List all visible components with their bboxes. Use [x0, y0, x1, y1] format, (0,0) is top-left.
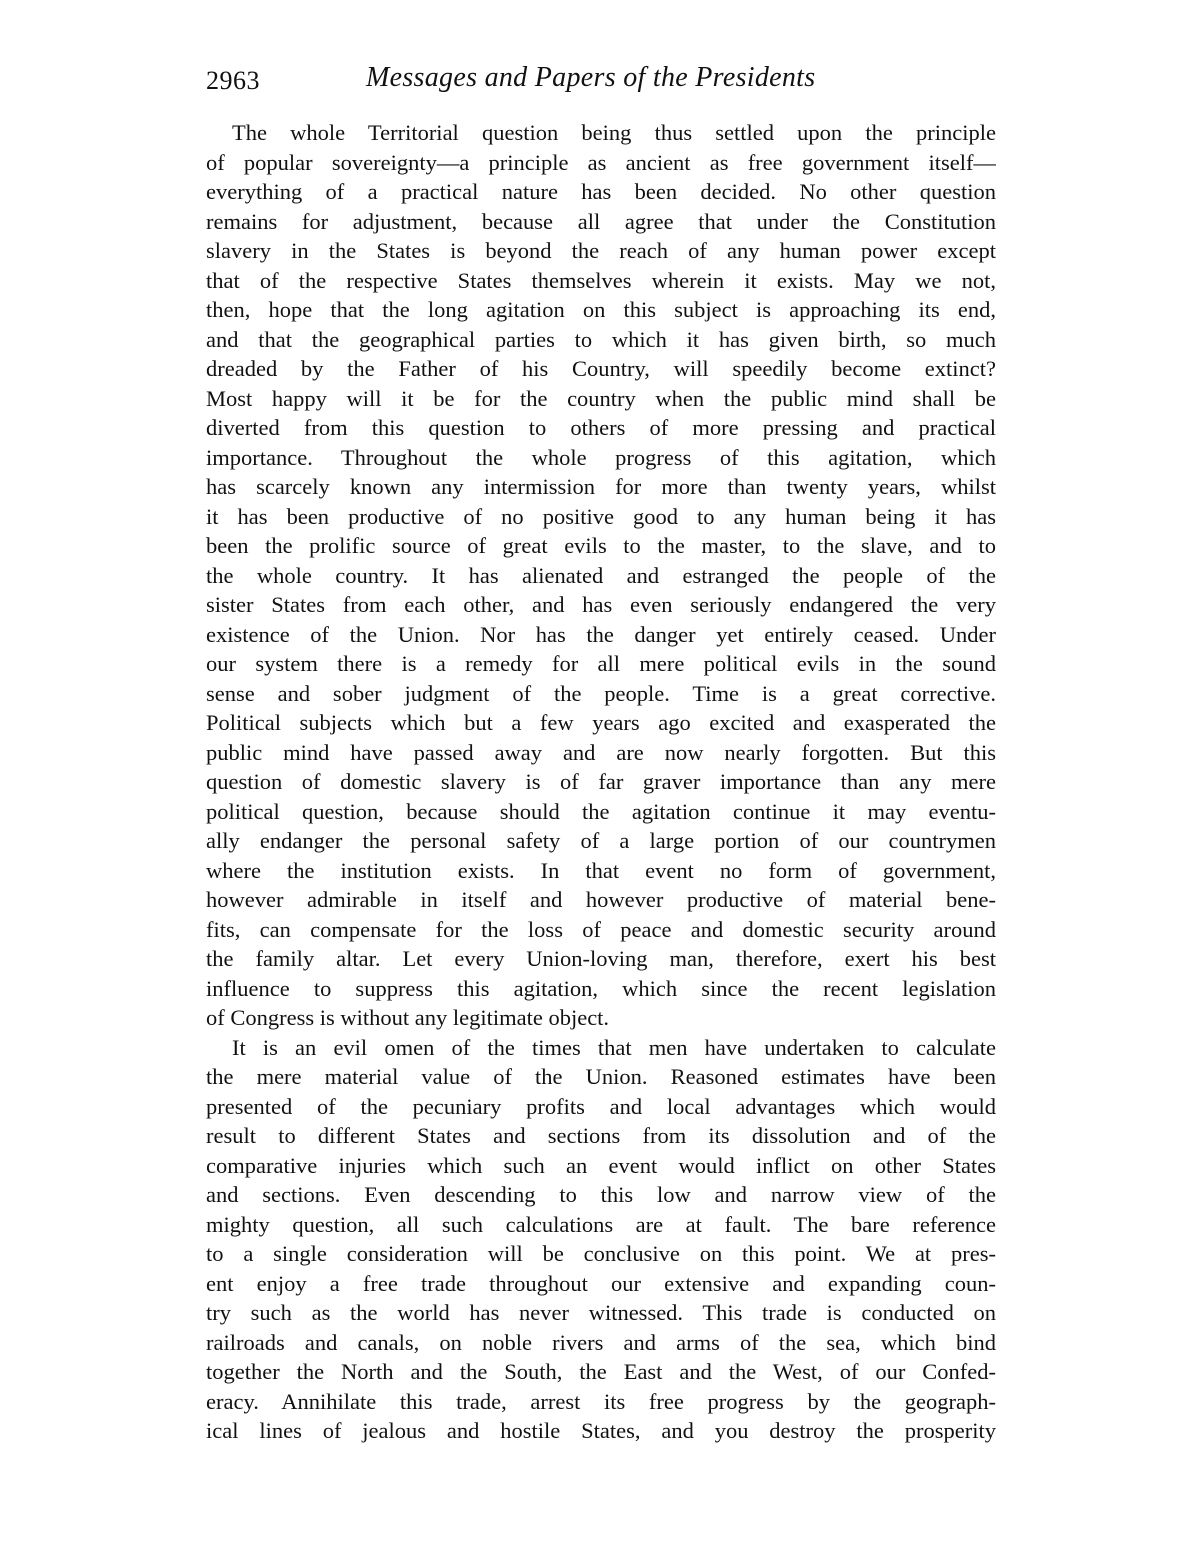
text-line: It is an evil omen of the times that men have undertaken to calculate: [232, 1034, 996, 1060]
text-line: has scarcely known any intermission for more than twenty years, whilst: [206, 474, 996, 499]
page-header: [206, 62, 996, 106]
text-line: the mere material value of the Union. Reasoned estimates have been: [206, 1064, 996, 1089]
paragraph: [206, 1033, 996, 1446]
text-line: political question, because should the agitation continue it may eventu-: [206, 798, 996, 824]
text-line: sense and sober judgment of the people. Time is a great corrective.: [206, 680, 996, 706]
text-line: together the North and the South, the East and the West, of our Confed-: [206, 1359, 996, 1384]
text-line: it has been productive of no positive good to any human being it has: [206, 503, 996, 529]
text-line: remains for adjustment, because all agree that under the Constitution: [206, 208, 996, 234]
body-text: [206, 118, 996, 1446]
text-line: however admirable in itself and however productive of material bene-: [206, 887, 996, 912]
paragraph: [206, 118, 996, 1033]
text-line: fits, can compensate for the loss of peace and domestic security around: [206, 916, 996, 942]
text-line: public mind have passed away and are now nearly forgotten. But this: [206, 739, 996, 765]
text-line: question of domestic slavery is of far graver importance than any mere: [206, 769, 996, 794]
text-line: then, hope that the long agitation on this subject is approaching its end,: [206, 297, 996, 322]
text-line: that of the respective States themselves wherein it exists. May we not,: [206, 267, 996, 293]
text-line: sister States from each other, and has even seriously endangered the very: [206, 592, 996, 617]
text-line: presented of the pecuniary profits and local advantages which would: [206, 1093, 996, 1119]
text-line: mighty question, all such calculations are at fault. The bare reference: [206, 1211, 996, 1237]
text-line: diverted from this question to others of more pressing and practical: [206, 415, 996, 440]
text-line: ent enjoy a free trade throughout our extensive and expanding coun-: [206, 1270, 996, 1296]
text-line: try such as the world has never witnessed. This trade is conducted on: [206, 1300, 996, 1325]
text-line: eracy. Annihilate this trade, arrest its free progress by the geograph-: [206, 1388, 996, 1414]
text-line: ical lines of jealous and hostile States, and you destroy the prosperity: [206, 1418, 996, 1443]
text-line: and that the geographical parties to which it has given birth, so much: [206, 326, 996, 352]
text-line: where the institution exists. In that event no form of government,: [206, 857, 996, 883]
text-line: The whole Territorial question being thus settled upon the principle: [232, 120, 996, 145]
text-line: comparative injuries which such an event would inflict on other States: [206, 1152, 996, 1178]
text-line: of popular sovereignty—a principle as ancient as free government itself—: [206, 149, 996, 175]
text-line: to a single consideration will be conclusive on this point. We at pres-: [206, 1241, 996, 1266]
text-line: our system there is a remedy for all mere political evils in the sound: [206, 651, 996, 676]
text-line: slavery in the States is beyond the reach of any human power except: [206, 238, 996, 263]
page-number: 2963: [206, 66, 260, 95]
text-line: the family altar. Let every Union-loving man, therefore, exert his best: [206, 946, 996, 971]
text-line: ally endanger the personal safety of a large portion of our countrymen: [206, 828, 996, 853]
text-line: influence to suppress this agitation, which since the recent legislation: [206, 975, 996, 1001]
text-line: the whole country. It has alienated and estranged the people of the: [206, 562, 996, 588]
text-line: existence of the Union. Nor has the danger yet entirely ceased. Under: [206, 621, 996, 647]
text-line: result to different States and sections from its dissolution and of the: [206, 1123, 996, 1148]
text-line: Political subjects which but a few years ago excited and exasperated the: [206, 710, 996, 735]
text-line: Most happy will it be for the country when the public mind shall be: [206, 385, 996, 411]
text-line: dreaded by the Father of his Country, will speedily become extinct?: [206, 356, 996, 381]
text-line: and sections. Even descending to this low and narrow view of the: [206, 1182, 996, 1207]
running-title: Messages and Papers of the Presidents: [366, 62, 816, 93]
text-line: of Congress is without any legitimate object.: [206, 1005, 610, 1030]
text-line: railroads and canals, on noble rivers and arms of the sea, which bind: [206, 1329, 996, 1355]
text-line: importance. Throughout the whole progress of this agitation, which: [206, 444, 996, 470]
text-line: everything of a practical nature has been decided. No other question: [206, 179, 996, 204]
text-line: been the prolific source of great evils to the master, to the slave, and to: [206, 533, 996, 558]
